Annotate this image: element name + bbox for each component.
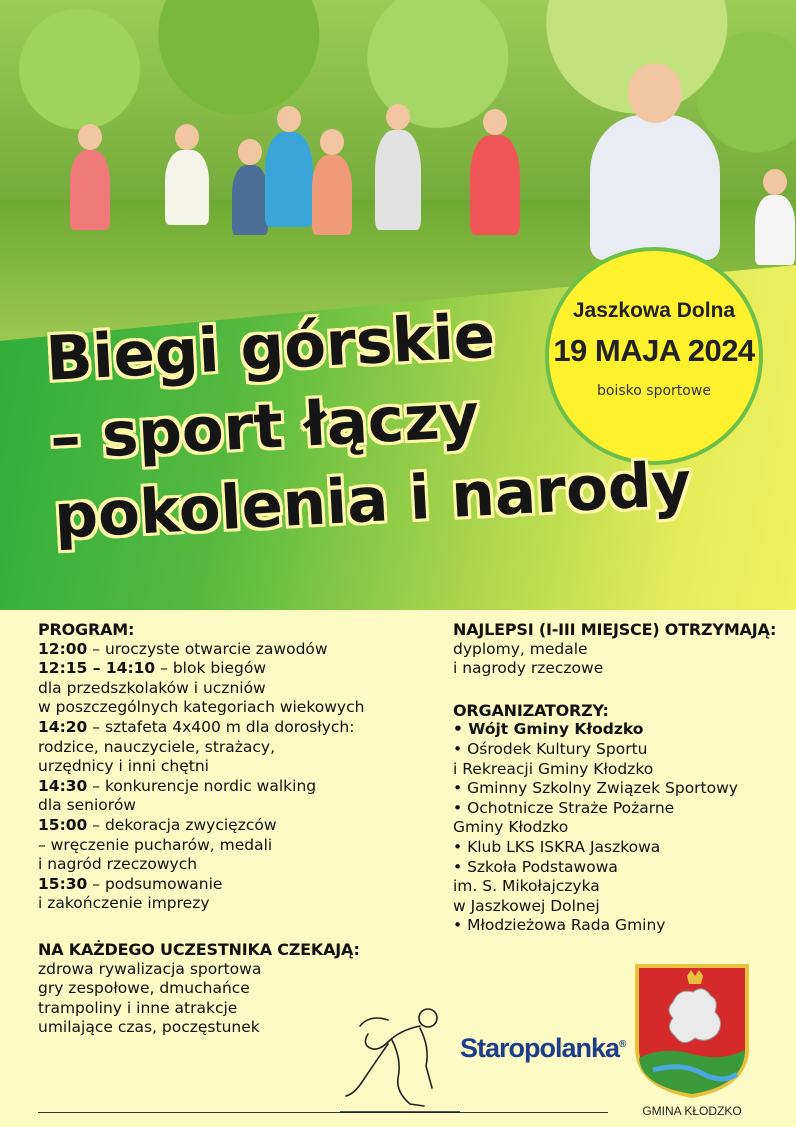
program-item: 14:30 – konkurencje nordic walking [38, 776, 317, 795]
program-item: 14:20 – sztafeta 4x400 m dla dorosłych: [38, 717, 355, 736]
organizer-line: w Jaszkowej Dolnej [453, 896, 600, 915]
participants-line: zdrowa rywalizacja sportowa [38, 959, 262, 978]
program-item: 15:00 – dekoracja zwycięzców [38, 815, 277, 834]
running-child [232, 165, 268, 235]
crest-label: GMINA KŁODZKO [642, 1104, 742, 1118]
prizes-line: i nagrody rzeczowe [453, 659, 604, 678]
organizer-line: • Szkoła Podstawowa [453, 857, 618, 876]
organizer-line: • Ośrodek Kultury Sportu [453, 739, 648, 758]
event-date: 19 MAJA 2024 [553, 333, 755, 368]
program-line: dla przedszkolaków i uczniów [38, 678, 266, 697]
left-column [38, 620, 438, 1038]
event-venue: boisko sportowe [597, 383, 711, 399]
title-line-1: Biegi górskie [44, 300, 497, 395]
organizer-line: • Gminny Szkolny Związek Sportowy [453, 779, 738, 798]
crest-icon [633, 962, 751, 1100]
page-title [44, 282, 775, 556]
organizer-lead: • Wójt Gminy Kłodzko [453, 720, 644, 739]
program-line: i zakończenie imprezy [38, 894, 210, 913]
running-child [470, 135, 520, 235]
program-item: 12:15 – 14:10 – blok biegów [38, 659, 267, 678]
organizers-heading: ORGANIZATORZY: [453, 700, 609, 720]
program-item: 15:30 – podsumowanie [38, 874, 223, 893]
prizes-heading: NAJLEPSI (I-III MIEJSCE) OTRZYMAJĄ: [453, 620, 777, 639]
right-column [453, 620, 788, 936]
organizer-line: • Ochotnicze Straże Pożarne [453, 798, 675, 817]
program-line: w poszczególnych kategoriach wiekowych [38, 698, 365, 717]
program-line: rodzice, nauczyciele, strażacy, [38, 737, 276, 756]
organizer-line: • Młodzieżowa Rada Gminy [453, 916, 666, 935]
program-line: urzędnicy i inni chętni [38, 757, 209, 776]
running-child [375, 130, 421, 230]
running-girl [590, 115, 720, 260]
program-heading: PROGRAM: [38, 620, 135, 639]
runner-illustration-icon [340, 1000, 460, 1115]
organizer-line: Gminy Kłodzko [453, 818, 569, 837]
running-child [70, 150, 110, 230]
event-place: Jaszkowa Dolna [572, 299, 736, 322]
program-line: i nagród rzeczowych [38, 855, 198, 874]
participants-heading: NA KAŻDEGO UCZESTNIKA CZEKAJĄ: [38, 939, 360, 959]
participants-line: gry zespołowe, dmuchańce [38, 979, 250, 998]
program-line: – wręczenie pucharów, medali [38, 835, 273, 854]
prizes-line: dyplomy, medale [453, 639, 588, 658]
bottom-divider [38, 1112, 608, 1113]
running-child [165, 150, 209, 225]
title-line-3: pokolenia i narody [52, 448, 693, 553]
organizer-line: im. S. Mikołajczyka [453, 877, 600, 896]
program-item: 12:00 – uroczyste otwarcie zawodów [38, 639, 328, 658]
participants-line: trampoliny i inne atrakcje [38, 998, 238, 1017]
program-line: dla seniorów [38, 796, 136, 815]
organizer-line: • Klub LKS ISKRA Jaszkowa [453, 837, 661, 856]
participants-line: umilające czas, poczęstunek [38, 1018, 260, 1037]
sponsor-logo: Staropolanka® [460, 1033, 626, 1063]
program-list [38, 640, 438, 914]
running-child [312, 155, 352, 235]
running-child [265, 132, 313, 227]
running-child [755, 195, 795, 265]
title-line-2: – sport łączy [48, 380, 481, 474]
organizer-line: i Rekreacji Gminy Kłodzko [453, 759, 654, 778]
